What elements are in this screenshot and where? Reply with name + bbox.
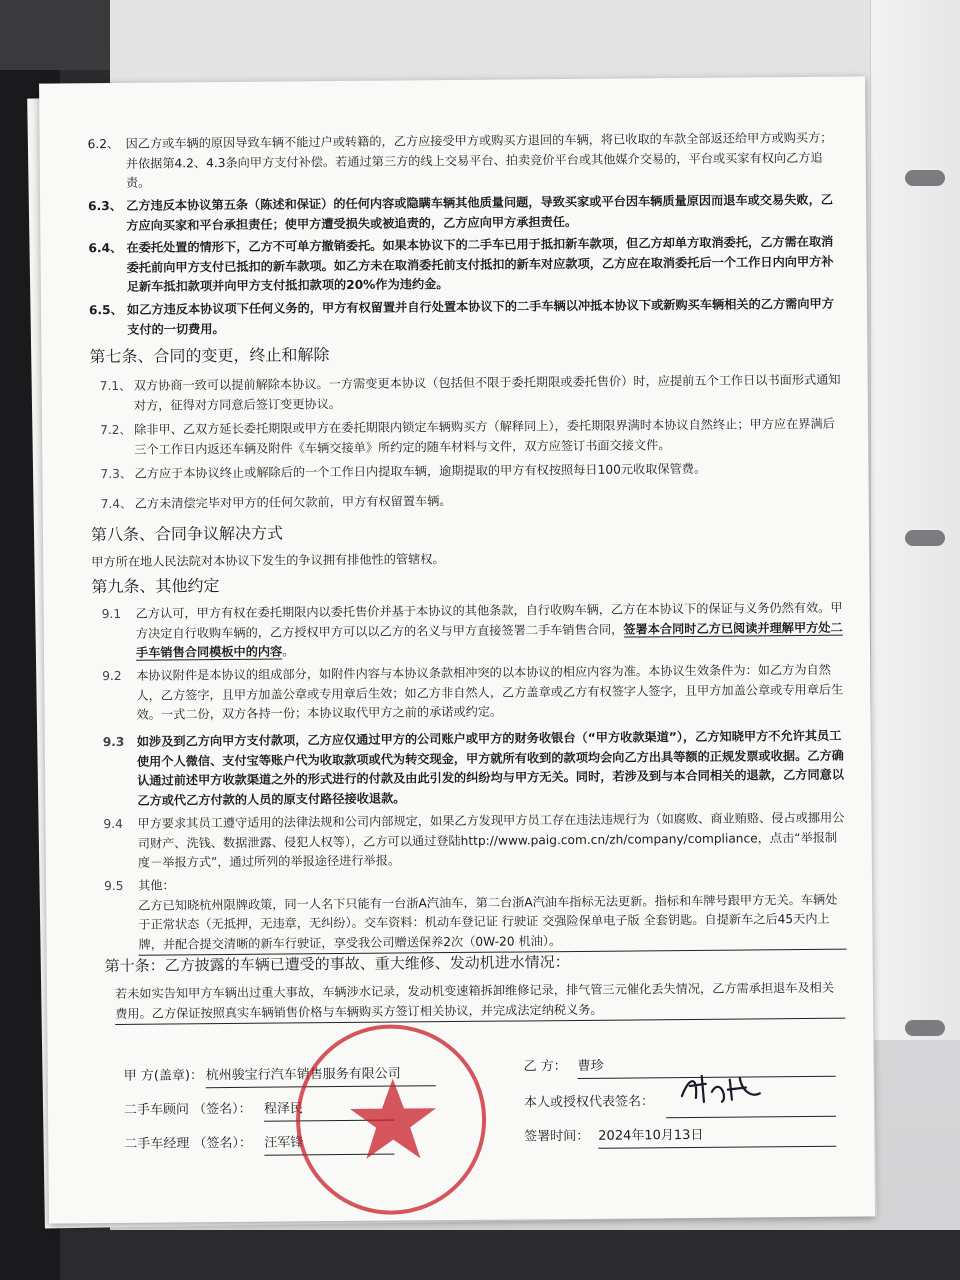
section-8-heading: 第八条、合同争议解决方式 <box>90 523 284 545</box>
manager-label: 二手车经理 （签名）： <box>124 1135 253 1152</box>
clause-7-1: 7.1、 双方协商一致可以提前解除本协议。一方需变更本协议（包括但不限于委托期限或委托售价）时，应提前五个工作日以书面形式通知对方，征得对方同意后签订变更协议。 <box>99 372 841 413</box>
consultant-label: 二手车顾问 （签名）： <box>123 1101 252 1118</box>
section-10-text: 若未如实告知甲方车辆出过重大事故，车辆涉水记录，发动机变速箱拆卸维修记录，排气管三元催化丢失情况，乙方需承担退车及相关费用。乙方保证按照真实车辆销售价格与车辆购买方签订相关协议，并完成法定纳税义务。 <box>115 979 845 1025</box>
clause-7-4: 7.4、 乙方未清偿完毕对甲方的任何欠款前，甲方有权留置车辆。 <box>100 494 452 512</box>
binder-sheet <box>870 0 960 1040</box>
date-value: 2024年10月13日 <box>598 1125 836 1149</box>
consultant-value: 程泽民 <box>264 1099 394 1122</box>
contract-page <box>39 76 875 1223</box>
clause-7-2: 7.2、 除非甲、乙双方延长委托期限或甲方在委托期限内锁定车辆购买方（解释同上），委托期限界满时本协议自然终止；甲方应在界满后三个工作日内返还车辆及附件《车辆交接单》所约定的随车材料与文件，双方应签订书面交接文件。 <box>100 416 835 457</box>
clause-6-3: 6.3、 乙方违反本协议第五条（陈述和保证）的任何内容或隐瞒车辆其他质量问题，导致买家或平台因车辆质量原因而退车或交易失败，乙方应向买家和平台承担责任；使甲方遭受损失或被追责的，乙方应向甲方承担责任。 <box>88 192 834 233</box>
party-b-label: 乙 方： <box>523 1059 567 1075</box>
party-b-value: 曹珍 <box>578 1055 836 1079</box>
clause-9-5: 9.5 其他： 乙方已知晓杭州限牌政策，同一人名下只能有一台浙A汽油车，第二台浙A汽油车指标无法更新。指标和车牌号跟甲方无关。车辆处于正常状态（无抵押，无违章，无纠纷）。交车资料：机动车登记证 行驶证 交强险保单电子版 全套钥匙。自提新车之后45天内上牌，并配合提交清晰的新车行驶证，享受我公司赠送保养2次（0W-20 机油）。 <box>104 871 847 956</box>
section-8-text: 甲方所在地人民法院对本协议下发生的争议拥有排他性的管辖权。 <box>91 552 445 570</box>
clause-6-2: 6.2、 因乙方或车辆的原因导致车辆不能过户或转籍的，乙方应接受甲方或购买方退回的车辆，将已收取的车款全部返还给甲方或购买方；并依据第4.2、4.3条向甲方支付补偿。若通过第三方的线上交易平台、拍卖竞价平台或其他媒介交易的，平台或买家有权向乙方追责。 <box>87 130 833 190</box>
clause-9-1: 9.1 乙方认可，甲方有权在委托期限内以委托售价并基于本协议的其他条款，自行收购车辆，乙方在本协议下的保证与义务仍然有效。甲方决定自行收购车辆的，乙方授权甲方可以以乙方的名义与甲方直接签署二手车销售合同，签署本合同时乙方已阅读并理解甲方处二手车销售合同模板中的内容。 <box>101 600 843 660</box>
handwritten-signature <box>676 1067 766 1108</box>
binder-hole <box>905 1020 945 1036</box>
binder-hole <box>905 170 945 186</box>
manager-value: 汪军锋 <box>264 1133 394 1156</box>
section-9-heading: 第九条、其他约定 <box>91 576 220 597</box>
seal-star-icon <box>343 1070 444 1171</box>
clause-6-5: 6.5、 如乙方违反本协议项下任何义务的，甲方有权留置并自行处置本协议下的二手车辆以冲抵本协议下或新购买车辆相关的乙方需向甲方支付的一切费用。 <box>88 296 834 337</box>
clause-6-4: 6.4、 在委托处置的情形下，乙方不可单方撤销委托。如果本协议下的二手车已用于抵扣新车款项，但乙方却单方取消委托，乙方需在取消委托前向甲方支付已抵扣的新车款项。如乙方未在取消委托前支付抵扣的新车对应款项，乙方应在取消委托后一个工作日内向甲方补足新车抵扣款项并向甲方支付抵扣款项的20%作为违约金。 <box>88 234 834 294</box>
clause-9-2: 9.2 本协议附件是本协议的组成部分，如附件内容与本协议条款相冲突的以本协议的相应内容为准。本协议生效条件为：如乙方为自然人，乙方签字，且甲方加盖公章或专用章后生效；如乙方非自然人，乙方盖章或乙方有权签字人签字，且甲方加盖公章或专用章后生效。一式二份，双方各持一份；本协议取代甲方之前的承诺或约定。 <box>102 662 844 722</box>
clause-7-3: 7.3、 乙方应于本协议终止或解除后的一个工作日内提取车辆，逾期提取的甲方有权按照每日100元收取保管费。 <box>100 461 707 482</box>
representative-label: 本人或授权代表签名： <box>523 1094 655 1111</box>
section-10-heading: 第十条：乙方披露的车辆已遭受的事故、重大维修、发动机进水情况： <box>104 953 570 976</box>
party-a-value: 杭州骏宝行汽车销售服务有限公司 <box>206 1064 436 1088</box>
clause-9-3: 9.3 如涉及到乙方向甲方支付款项，乙方应仅通过甲方的公司账户或甲方的财务收银台（“甲方收款渠道”），乙方知晓甲方不允许其员工使用个人微信、支付宝等账户代为收取款项或代为转交现金，甲方就所有收到的款项均会向乙方出具等额的正规发票或收据。乙方确认通过前述甲方收款渠道之外的形式进行的付款及由此引发的纠纷均与甲方无关。同时，若涉及到与本合同相关的退款，乙方同意以乙方或代乙方付款的人员的原支付路径接收退款。 <box>102 728 845 808</box>
section-7-heading: 第七条、合同的变更，终止和解除 <box>89 345 330 367</box>
date-label: 签署时间： <box>524 1128 590 1145</box>
clause-9-4: 9.4 甲方要求其员工遵守适用的法律法规和公司内部规定，如果乙方发现甲方员工存在违法违规行为（如腐败、商业贿赂、侵占或挪用公司财产、洗钱、数据泄露、侵犯人权等），乙方可以通过登陆http://www.paig.com.cn/zh/company/compliance，点击“举报制度－举报方式”，通过所列的举报途径进行举报。 <box>103 810 845 870</box>
party-a-label: 甲 方(盖章)： <box>123 1068 204 1084</box>
binder-hole <box>905 530 945 546</box>
